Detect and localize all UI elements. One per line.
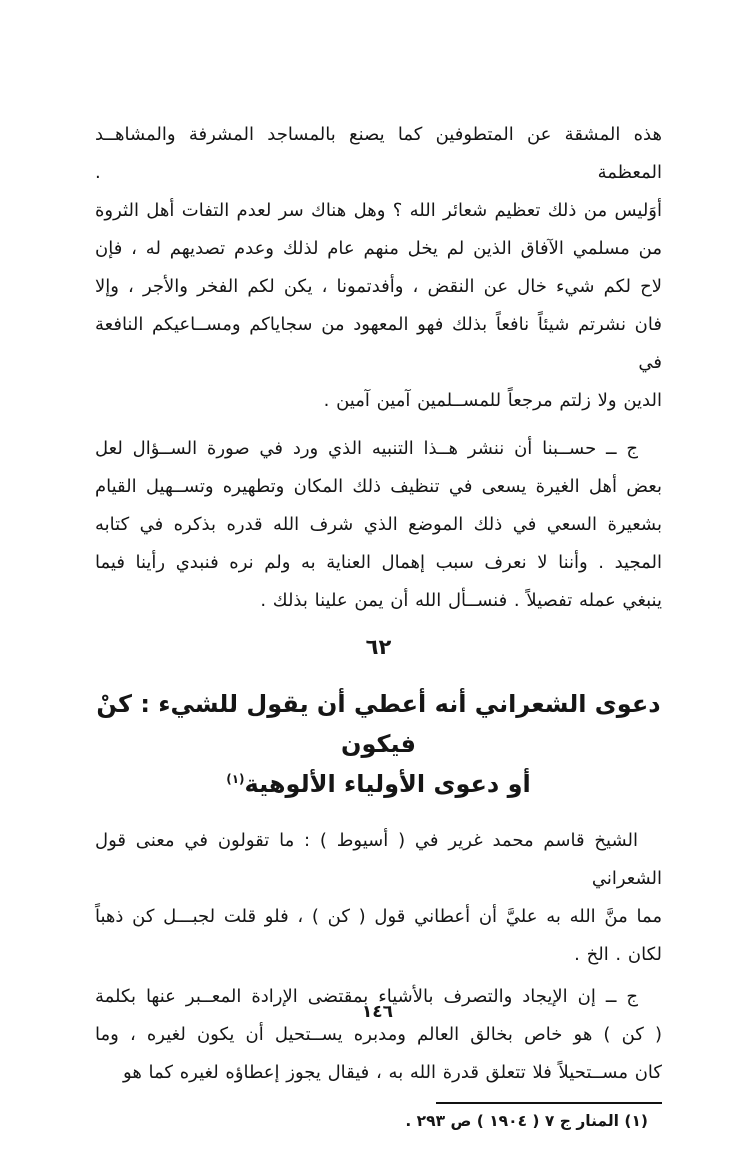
section-title [95, 684, 662, 804]
text-line: فان نشرتم شيئاً نافعاً بذلك فهو المعهود من سجاياكم ومســاعيكم النافعة في [95, 314, 662, 373]
text-line: ج ــ إن الإيجاد والتصرف بالأشياء بمقتضى الإرادة المعــبر عنها بكلمة [95, 986, 638, 1007]
text-line: بشعيرة السعي في ذلك الموضع الذي شرف الله قدره بذكره في كتابه [95, 514, 662, 535]
paragraph-question [95, 822, 662, 974]
section-title-line2-text: أو دعوى الأولياء الألوهية [244, 770, 531, 798]
text-line: أوَليس من ذلك تعظيم شعائر الله ؟ وهل هناك سر لعدم التفات أهل الثروة [95, 200, 662, 221]
text-line: الدين ولا زلتم مرجعاً للمســلمين آمين آمين . [323, 390, 662, 411]
footnote-text: (١) المنار ج ٧ ( ١٩٠٤ ) ص ٢٩٣ . [405, 1112, 648, 1130]
paragraph-continuation [95, 116, 662, 420]
text-line: لاح لكم شيء خال عن النقض ، وأفدتمونا ، يكن لكم الفخر والأجر ، وإلا [95, 276, 662, 297]
text-line: لكان . الخ . [574, 944, 662, 965]
text-line: مما منَّ الله به عليَّ أن أعطاني قول ( كن ) ، فلو قلت لجبـــل كن ذهباً [95, 906, 662, 927]
text-line: الشيخ قاسم محمد غرير في ( أسيوط ) : ما تقولون في معنى قول الشعراني [95, 830, 662, 889]
text-line: هذه المشقة عن المتطوفين كما يصنع بالمساجد المشرفة والمشاهــد المعظمة . [95, 124, 662, 183]
footnote-reference-marker: (١) [226, 772, 245, 786]
text-line: ينبغي عمله تفصيلاً . فنســأل الله أن يمن علينا بذلك . [260, 590, 662, 611]
text-line: بعض أهل الغيرة يسعى في تنظيف ذلك المكان وتطهيره وتســهيل القيام [95, 476, 662, 497]
page-content [95, 116, 662, 1133]
text-line: ج ــ حســبنا أن ننشر هــذا التنبيه الذي ورد في صورة الســؤال لعل [95, 438, 638, 459]
paragraph-answer [95, 978, 662, 1092]
section-title-line2 [95, 764, 662, 804]
page-number: ١٤٦ [361, 1002, 394, 1022]
footnote-separator-line [436, 1102, 662, 1104]
text-line: ( كن ) هو خاص بخالق العالم ومدبره يســتحيل أن يكون لغيره ، وما [95, 1024, 662, 1045]
text-line: المجيد . وأننا لا نعرف سبب إهمال العناية به ولم نره فنبدي رأينا فيما [95, 552, 662, 573]
text-line: من مسلمي الآفاق الذين لم يخل منهم عام لذلك وعدم تصديهم له ، فإن [95, 238, 662, 259]
paragraph-answer-previous-section [95, 430, 662, 620]
text-line: كان مســتحيلاً فلا تتعلق قدرة الله به ، فيقال يجوز إعطاؤه لغيره كما هو [123, 1062, 662, 1083]
section-number: ٦٢ [365, 635, 392, 659]
section-title-line1: دعوى الشعراني أنه أعطي أن يقول للشيء : كنْ فيكون [96, 690, 661, 758]
